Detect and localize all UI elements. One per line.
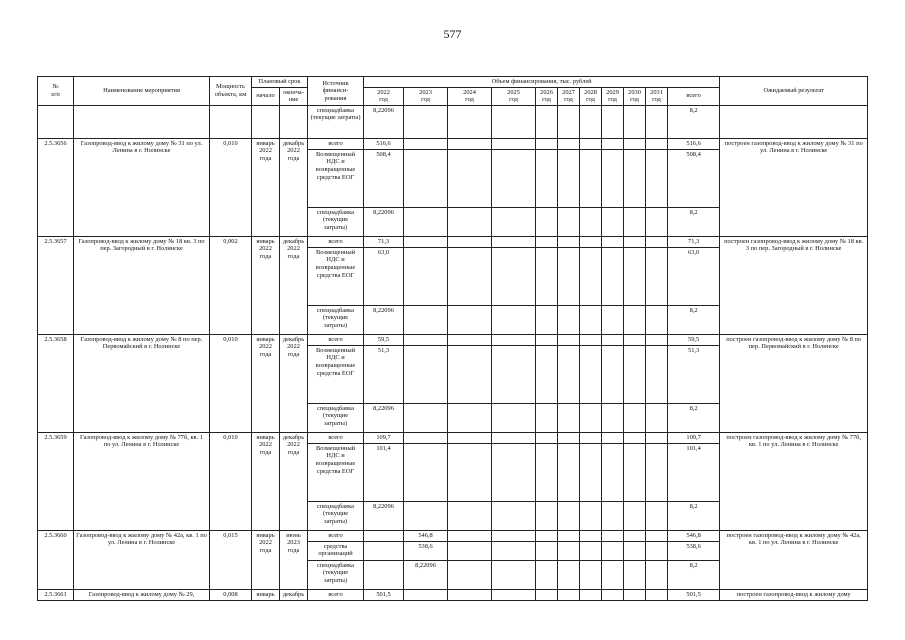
source-cell: спецнадбавка (текущие затраты) bbox=[308, 560, 364, 589]
source-cell: спецнадбавка (текущие затраты) bbox=[308, 105, 364, 138]
table-row bbox=[38, 589, 868, 600]
empty-value-cell bbox=[536, 138, 558, 149]
empty-value-cell bbox=[624, 589, 646, 600]
value-2022: 508,4 bbox=[364, 149, 404, 207]
empty-value-cell bbox=[624, 541, 646, 560]
value-2023 bbox=[404, 443, 448, 501]
empty-value-cell bbox=[624, 138, 646, 149]
value-total: 8,2 bbox=[668, 403, 720, 432]
header-volume: Объем финансирования, тыс. рублей bbox=[364, 77, 720, 88]
item-result: построен газопровод-ввод к жилому дому № 18 кв. 3 по пер. Загородный в г. Нолинске bbox=[720, 236, 868, 334]
value-2023 bbox=[404, 403, 448, 432]
empty-value-cell bbox=[580, 149, 602, 207]
empty-value-cell bbox=[536, 247, 558, 305]
value-2022: 8,22096 bbox=[364, 207, 404, 236]
item-number: 2.5.3660 bbox=[38, 530, 74, 589]
empty-cell bbox=[280, 105, 308, 138]
header-year-2024: 2024 год bbox=[448, 87, 492, 105]
empty-value-cell bbox=[448, 589, 492, 600]
empty-value-cell bbox=[558, 541, 580, 560]
item-power: 0,010 bbox=[210, 138, 252, 236]
empty-value-cell bbox=[536, 403, 558, 432]
empty-value-cell bbox=[448, 501, 492, 530]
item-result: построен газопровод-ввод к жилому дому bbox=[720, 589, 868, 600]
item-start: январь 2022 года bbox=[252, 530, 280, 589]
value-2022: 516,6 bbox=[364, 138, 404, 149]
empty-value-cell bbox=[602, 541, 624, 560]
empty-value-cell bbox=[624, 345, 646, 403]
header-end: оконча- ние bbox=[280, 87, 308, 105]
empty-value-cell bbox=[492, 236, 536, 247]
empty-value-cell bbox=[602, 432, 624, 443]
source-cell: всего bbox=[308, 589, 364, 600]
header-year-2022: 2022 год bbox=[364, 87, 404, 105]
table-row bbox=[38, 236, 868, 247]
value-2023 bbox=[404, 334, 448, 345]
empty-value-cell bbox=[492, 334, 536, 345]
item-name: Газопровод-ввод к жилому дому № 77б, кв. 1 по ул. Ленина в г. Нолинске bbox=[74, 432, 210, 530]
empty-value-cell bbox=[558, 501, 580, 530]
empty-value-cell bbox=[602, 501, 624, 530]
empty-value-cell bbox=[580, 236, 602, 247]
value-2022: 501,5 bbox=[364, 589, 404, 600]
value-total: 516,6 bbox=[668, 138, 720, 149]
empty-value-cell bbox=[448, 105, 492, 138]
empty-value-cell bbox=[558, 105, 580, 138]
empty-value-cell bbox=[602, 334, 624, 345]
empty-value-cell bbox=[624, 403, 646, 432]
header-year-2023: 2023 год bbox=[404, 87, 448, 105]
value-2022: 101,4 bbox=[364, 443, 404, 501]
empty-value-cell bbox=[646, 138, 668, 149]
source-cell: спецнадбавка (текущие затраты) bbox=[308, 403, 364, 432]
header-power: Мощность объекта, км bbox=[210, 77, 252, 106]
empty-value-cell bbox=[448, 432, 492, 443]
item-power: 0,010 bbox=[210, 432, 252, 530]
empty-value-cell bbox=[492, 207, 536, 236]
header-start: начало bbox=[252, 87, 280, 105]
empty-value-cell bbox=[448, 334, 492, 345]
empty-value-cell bbox=[646, 560, 668, 589]
source-cell: всего bbox=[308, 334, 364, 345]
empty-value-cell bbox=[558, 334, 580, 345]
empty-value-cell bbox=[646, 345, 668, 403]
empty-value-cell bbox=[404, 105, 448, 138]
empty-value-cell bbox=[558, 345, 580, 403]
empty-value-cell bbox=[492, 305, 536, 334]
item-power: 0,008 bbox=[210, 589, 252, 600]
value-2023 bbox=[404, 138, 448, 149]
empty-value-cell bbox=[492, 247, 536, 305]
empty-value-cell bbox=[602, 247, 624, 305]
item-end: декабрь 2022 года bbox=[280, 236, 308, 334]
header-row-top bbox=[38, 77, 868, 88]
value-2022: 8,22096 bbox=[364, 403, 404, 432]
source-cell: Возмещенный НДС и возвращенные средства ЕОГ bbox=[308, 345, 364, 403]
empty-value-cell bbox=[624, 560, 646, 589]
value-2023 bbox=[404, 236, 448, 247]
value-2022: 59,5 bbox=[364, 334, 404, 345]
empty-value-cell bbox=[536, 541, 558, 560]
header-num: № п/п bbox=[38, 77, 74, 106]
empty-value-cell bbox=[492, 403, 536, 432]
source-cell: Возмещенный НДС и возвращенные средства ЕОГ bbox=[308, 149, 364, 207]
item-name: Газопровод-ввод к жилому дому № 18 кв. 3 по пер. Загородный в г. Нолинске bbox=[74, 236, 210, 334]
value-2023 bbox=[404, 207, 448, 236]
value-total: 71,3 bbox=[668, 236, 720, 247]
empty-value-cell bbox=[580, 501, 602, 530]
empty-value-cell bbox=[536, 236, 558, 247]
source-cell: всего bbox=[308, 138, 364, 149]
empty-value-cell bbox=[448, 560, 492, 589]
value-2022: 71,3 bbox=[364, 236, 404, 247]
empty-value-cell bbox=[580, 560, 602, 589]
value-total: 63,0 bbox=[668, 247, 720, 305]
header-year-2026: 2026 год bbox=[536, 87, 558, 105]
source-cell: средства организаций bbox=[308, 541, 364, 560]
empty-value-cell bbox=[646, 334, 668, 345]
empty-cell bbox=[252, 105, 280, 138]
value-2022: 8,22096 bbox=[364, 305, 404, 334]
value-2022: 109,7 bbox=[364, 432, 404, 443]
empty-value-cell bbox=[448, 403, 492, 432]
empty-value-cell bbox=[602, 138, 624, 149]
header-total: всего bbox=[668, 87, 720, 105]
empty-value-cell bbox=[624, 236, 646, 247]
item-start: январь 2022 года bbox=[252, 334, 280, 432]
value-total: 8,2 bbox=[668, 560, 720, 589]
value-2022 bbox=[364, 530, 404, 541]
empty-value-cell bbox=[448, 443, 492, 501]
source-cell: всего bbox=[308, 236, 364, 247]
item-number: 2.5.3659 bbox=[38, 432, 74, 530]
header-name: Наименование мероприятия bbox=[74, 77, 210, 106]
empty-value-cell bbox=[580, 105, 602, 138]
table-row bbox=[38, 138, 868, 149]
value-2022: 51,3 bbox=[364, 345, 404, 403]
empty-value-cell bbox=[448, 149, 492, 207]
empty-value-cell bbox=[646, 403, 668, 432]
empty-value-cell bbox=[602, 149, 624, 207]
item-number: 2.5.3658 bbox=[38, 334, 74, 432]
empty-value-cell bbox=[624, 247, 646, 305]
value-2023: 546,8 bbox=[404, 530, 448, 541]
header-year-2031: 2031 год bbox=[646, 87, 668, 105]
item-start: январь 2022 года bbox=[252, 432, 280, 530]
value-2022: 8,22096 bbox=[364, 105, 404, 138]
value-total: 109,7 bbox=[668, 432, 720, 443]
empty-value-cell bbox=[646, 589, 668, 600]
value-total: 8,2 bbox=[668, 305, 720, 334]
empty-value-cell bbox=[536, 105, 558, 138]
item-power: 0,015 bbox=[210, 530, 252, 589]
empty-cell bbox=[74, 105, 210, 138]
empty-value-cell bbox=[558, 530, 580, 541]
value-total: 538,6 bbox=[668, 541, 720, 560]
empty-value-cell bbox=[602, 530, 624, 541]
value-2023 bbox=[404, 247, 448, 305]
empty-value-cell bbox=[646, 247, 668, 305]
source-cell: спецнадбавка (текущие затраты) bbox=[308, 501, 364, 530]
empty-value-cell bbox=[624, 334, 646, 345]
empty-value-cell bbox=[536, 501, 558, 530]
page-number: 577 bbox=[443, 27, 462, 41]
empty-value-cell bbox=[624, 149, 646, 207]
empty-value-cell bbox=[558, 443, 580, 501]
item-number: 2.5.3661 bbox=[38, 589, 74, 600]
value-2023: 8,22096 bbox=[404, 560, 448, 589]
empty-value-cell bbox=[580, 541, 602, 560]
item-number: 2.5.3657 bbox=[38, 236, 74, 334]
table-row bbox=[38, 334, 868, 345]
value-2022: 8,22096 bbox=[364, 501, 404, 530]
source-cell: спецнадбавка (текущие затраты) bbox=[308, 207, 364, 236]
empty-value-cell bbox=[492, 589, 536, 600]
empty-value-cell bbox=[624, 443, 646, 501]
empty-value-cell bbox=[492, 443, 536, 501]
empty-value-cell bbox=[492, 530, 536, 541]
empty-value-cell bbox=[492, 105, 536, 138]
item-start: январь bbox=[252, 589, 280, 600]
empty-value-cell bbox=[558, 403, 580, 432]
table-row bbox=[38, 530, 868, 541]
value-2023 bbox=[404, 589, 448, 600]
source-cell: Возмещенный НДС и возвращенные средства ЕОГ bbox=[308, 443, 364, 501]
value-total: 508,4 bbox=[668, 149, 720, 207]
financing-table-container bbox=[37, 76, 867, 601]
table-row bbox=[38, 432, 868, 443]
value-2023: 538,6 bbox=[404, 541, 448, 560]
empty-value-cell bbox=[492, 138, 536, 149]
empty-value-cell bbox=[602, 105, 624, 138]
empty-value-cell bbox=[492, 541, 536, 560]
item-power: 0,002 bbox=[210, 236, 252, 334]
empty-value-cell bbox=[536, 530, 558, 541]
empty-value-cell bbox=[580, 530, 602, 541]
empty-value-cell bbox=[536, 149, 558, 207]
empty-value-cell bbox=[448, 247, 492, 305]
empty-value-cell bbox=[558, 149, 580, 207]
item-result: построен газопровод-ввод к жилому дому № 31 по ул. Ленина в г. Нолинске bbox=[720, 138, 868, 236]
empty-value-cell bbox=[492, 501, 536, 530]
item-end: декабрь 2022 года bbox=[280, 334, 308, 432]
empty-value-cell bbox=[646, 105, 668, 138]
empty-value-cell bbox=[448, 541, 492, 560]
empty-value-cell bbox=[448, 530, 492, 541]
item-start: январь 2022 года bbox=[252, 138, 280, 236]
value-total: 59,5 bbox=[668, 334, 720, 345]
item-number: 2.5.3656 bbox=[38, 138, 74, 236]
empty-value-cell bbox=[492, 432, 536, 443]
financing-table bbox=[37, 76, 868, 601]
empty-value-cell bbox=[580, 138, 602, 149]
empty-value-cell bbox=[602, 560, 624, 589]
value-total: 546,8 bbox=[668, 530, 720, 541]
header-year-2027: 2027 год bbox=[558, 87, 580, 105]
empty-value-cell bbox=[580, 432, 602, 443]
empty-value-cell bbox=[492, 345, 536, 403]
empty-value-cell bbox=[448, 236, 492, 247]
empty-value-cell bbox=[558, 236, 580, 247]
header-year-2030: 2030 год bbox=[624, 87, 646, 105]
value-total: 101,4 bbox=[668, 443, 720, 501]
empty-value-cell bbox=[624, 432, 646, 443]
value-2023 bbox=[404, 501, 448, 530]
empty-value-cell bbox=[646, 541, 668, 560]
table-row-continuation bbox=[38, 105, 868, 138]
source-cell: Возмещенный НДС и возвращенные средства ЕОГ bbox=[308, 247, 364, 305]
source-cell: всего bbox=[308, 432, 364, 443]
value-total: 51,3 bbox=[668, 345, 720, 403]
item-name: Газопровод-ввод к жилому дому № 8 по пер. Первомайский в г. Нолинске bbox=[74, 334, 210, 432]
empty-value-cell bbox=[448, 305, 492, 334]
empty-value-cell bbox=[580, 403, 602, 432]
empty-value-cell bbox=[536, 560, 558, 589]
item-result: построен газопровод-ввод к жилому дому № 42а, кв. 1 по ул. Ленина в г. Нолинске bbox=[720, 530, 868, 589]
empty-value-cell bbox=[580, 207, 602, 236]
empty-value-cell bbox=[602, 443, 624, 501]
header-year-2029: 2029 год bbox=[602, 87, 624, 105]
empty-value-cell bbox=[624, 207, 646, 236]
empty-value-cell bbox=[624, 305, 646, 334]
item-end: декабрь bbox=[280, 589, 308, 600]
empty-value-cell bbox=[558, 138, 580, 149]
empty-value-cell bbox=[492, 560, 536, 589]
item-result: построен газопровод-ввод к жилому дому № 77б, кв. 1 по ул. Ленина в г. Нолинске bbox=[720, 432, 868, 530]
empty-value-cell bbox=[646, 443, 668, 501]
empty-value-cell bbox=[646, 236, 668, 247]
item-start: январь 2022 года bbox=[252, 236, 280, 334]
empty-value-cell bbox=[536, 432, 558, 443]
empty-value-cell bbox=[580, 589, 602, 600]
value-2022 bbox=[364, 560, 404, 589]
empty-value-cell bbox=[602, 236, 624, 247]
empty-value-cell bbox=[580, 334, 602, 345]
value-2023 bbox=[404, 305, 448, 334]
value-total: 8,2 bbox=[668, 501, 720, 530]
empty-value-cell bbox=[536, 334, 558, 345]
header-source: Источник финанси- рования bbox=[308, 77, 364, 106]
empty-value-cell bbox=[646, 207, 668, 236]
empty-value-cell bbox=[602, 305, 624, 334]
empty-value-cell bbox=[580, 345, 602, 403]
item-end: июнь 2023 года bbox=[280, 530, 308, 589]
empty-value-cell bbox=[602, 207, 624, 236]
header-year-2028: 2028 год bbox=[580, 87, 602, 105]
header-year-2025: 2025 год bbox=[492, 87, 536, 105]
empty-value-cell bbox=[646, 530, 668, 541]
value-2023 bbox=[404, 345, 448, 403]
item-name: Газопровод-ввод к жилому дому № 31 по ул. Ленина в г. Нолинске bbox=[74, 138, 210, 236]
empty-value-cell bbox=[602, 403, 624, 432]
empty-value-cell bbox=[558, 589, 580, 600]
empty-value-cell bbox=[558, 305, 580, 334]
empty-value-cell bbox=[448, 345, 492, 403]
value-total: 8,2 bbox=[668, 207, 720, 236]
source-cell: всего bbox=[308, 530, 364, 541]
empty-value-cell bbox=[580, 443, 602, 501]
value-2022: 63,0 bbox=[364, 247, 404, 305]
empty-cell bbox=[38, 105, 74, 138]
empty-value-cell bbox=[646, 501, 668, 530]
empty-value-cell bbox=[448, 207, 492, 236]
empty-value-cell bbox=[536, 443, 558, 501]
empty-value-cell bbox=[602, 345, 624, 403]
empty-value-cell bbox=[558, 247, 580, 305]
item-result: построен газопровод-ввод к жилому дому № 8 по пер. Первомайский в г. Нолинске bbox=[720, 334, 868, 432]
source-cell: спецнадбавка (текущие затраты) bbox=[308, 305, 364, 334]
value-2023 bbox=[404, 432, 448, 443]
empty-value-cell bbox=[624, 501, 646, 530]
item-end: декабрь 2022 года bbox=[280, 432, 308, 530]
empty-value-cell bbox=[536, 207, 558, 236]
empty-value-cell bbox=[558, 560, 580, 589]
empty-value-cell bbox=[536, 305, 558, 334]
value-2023 bbox=[404, 149, 448, 207]
item-power: 0,010 bbox=[210, 334, 252, 432]
value-2022 bbox=[364, 541, 404, 560]
empty-value-cell bbox=[558, 207, 580, 236]
empty-value-cell bbox=[602, 589, 624, 600]
empty-value-cell bbox=[580, 247, 602, 305]
empty-value-cell bbox=[646, 305, 668, 334]
value-total: 501,5 bbox=[668, 589, 720, 600]
empty-value-cell bbox=[580, 305, 602, 334]
empty-result-cell bbox=[720, 105, 868, 138]
empty-value-cell bbox=[646, 149, 668, 207]
empty-value-cell bbox=[448, 138, 492, 149]
empty-value-cell bbox=[646, 432, 668, 443]
empty-cell bbox=[210, 105, 252, 138]
header-period: Плановый срок bbox=[252, 77, 308, 88]
item-name: Газопровод-ввод к жилому дому № 29, bbox=[74, 589, 210, 600]
empty-value-cell bbox=[492, 149, 536, 207]
empty-value-cell bbox=[536, 589, 558, 600]
empty-value-cell bbox=[624, 530, 646, 541]
empty-value-cell bbox=[558, 432, 580, 443]
item-name: Газопровод-ввод к жилому дому № 42а, кв. 1 по ул. Ленина в г. Нолинске bbox=[74, 530, 210, 589]
value-total: 8,2 bbox=[668, 105, 720, 138]
header-result: Ожидаемый результат bbox=[720, 77, 868, 106]
empty-value-cell bbox=[624, 105, 646, 138]
empty-value-cell bbox=[536, 345, 558, 403]
item-end: декабрь 2022 года bbox=[280, 138, 308, 236]
